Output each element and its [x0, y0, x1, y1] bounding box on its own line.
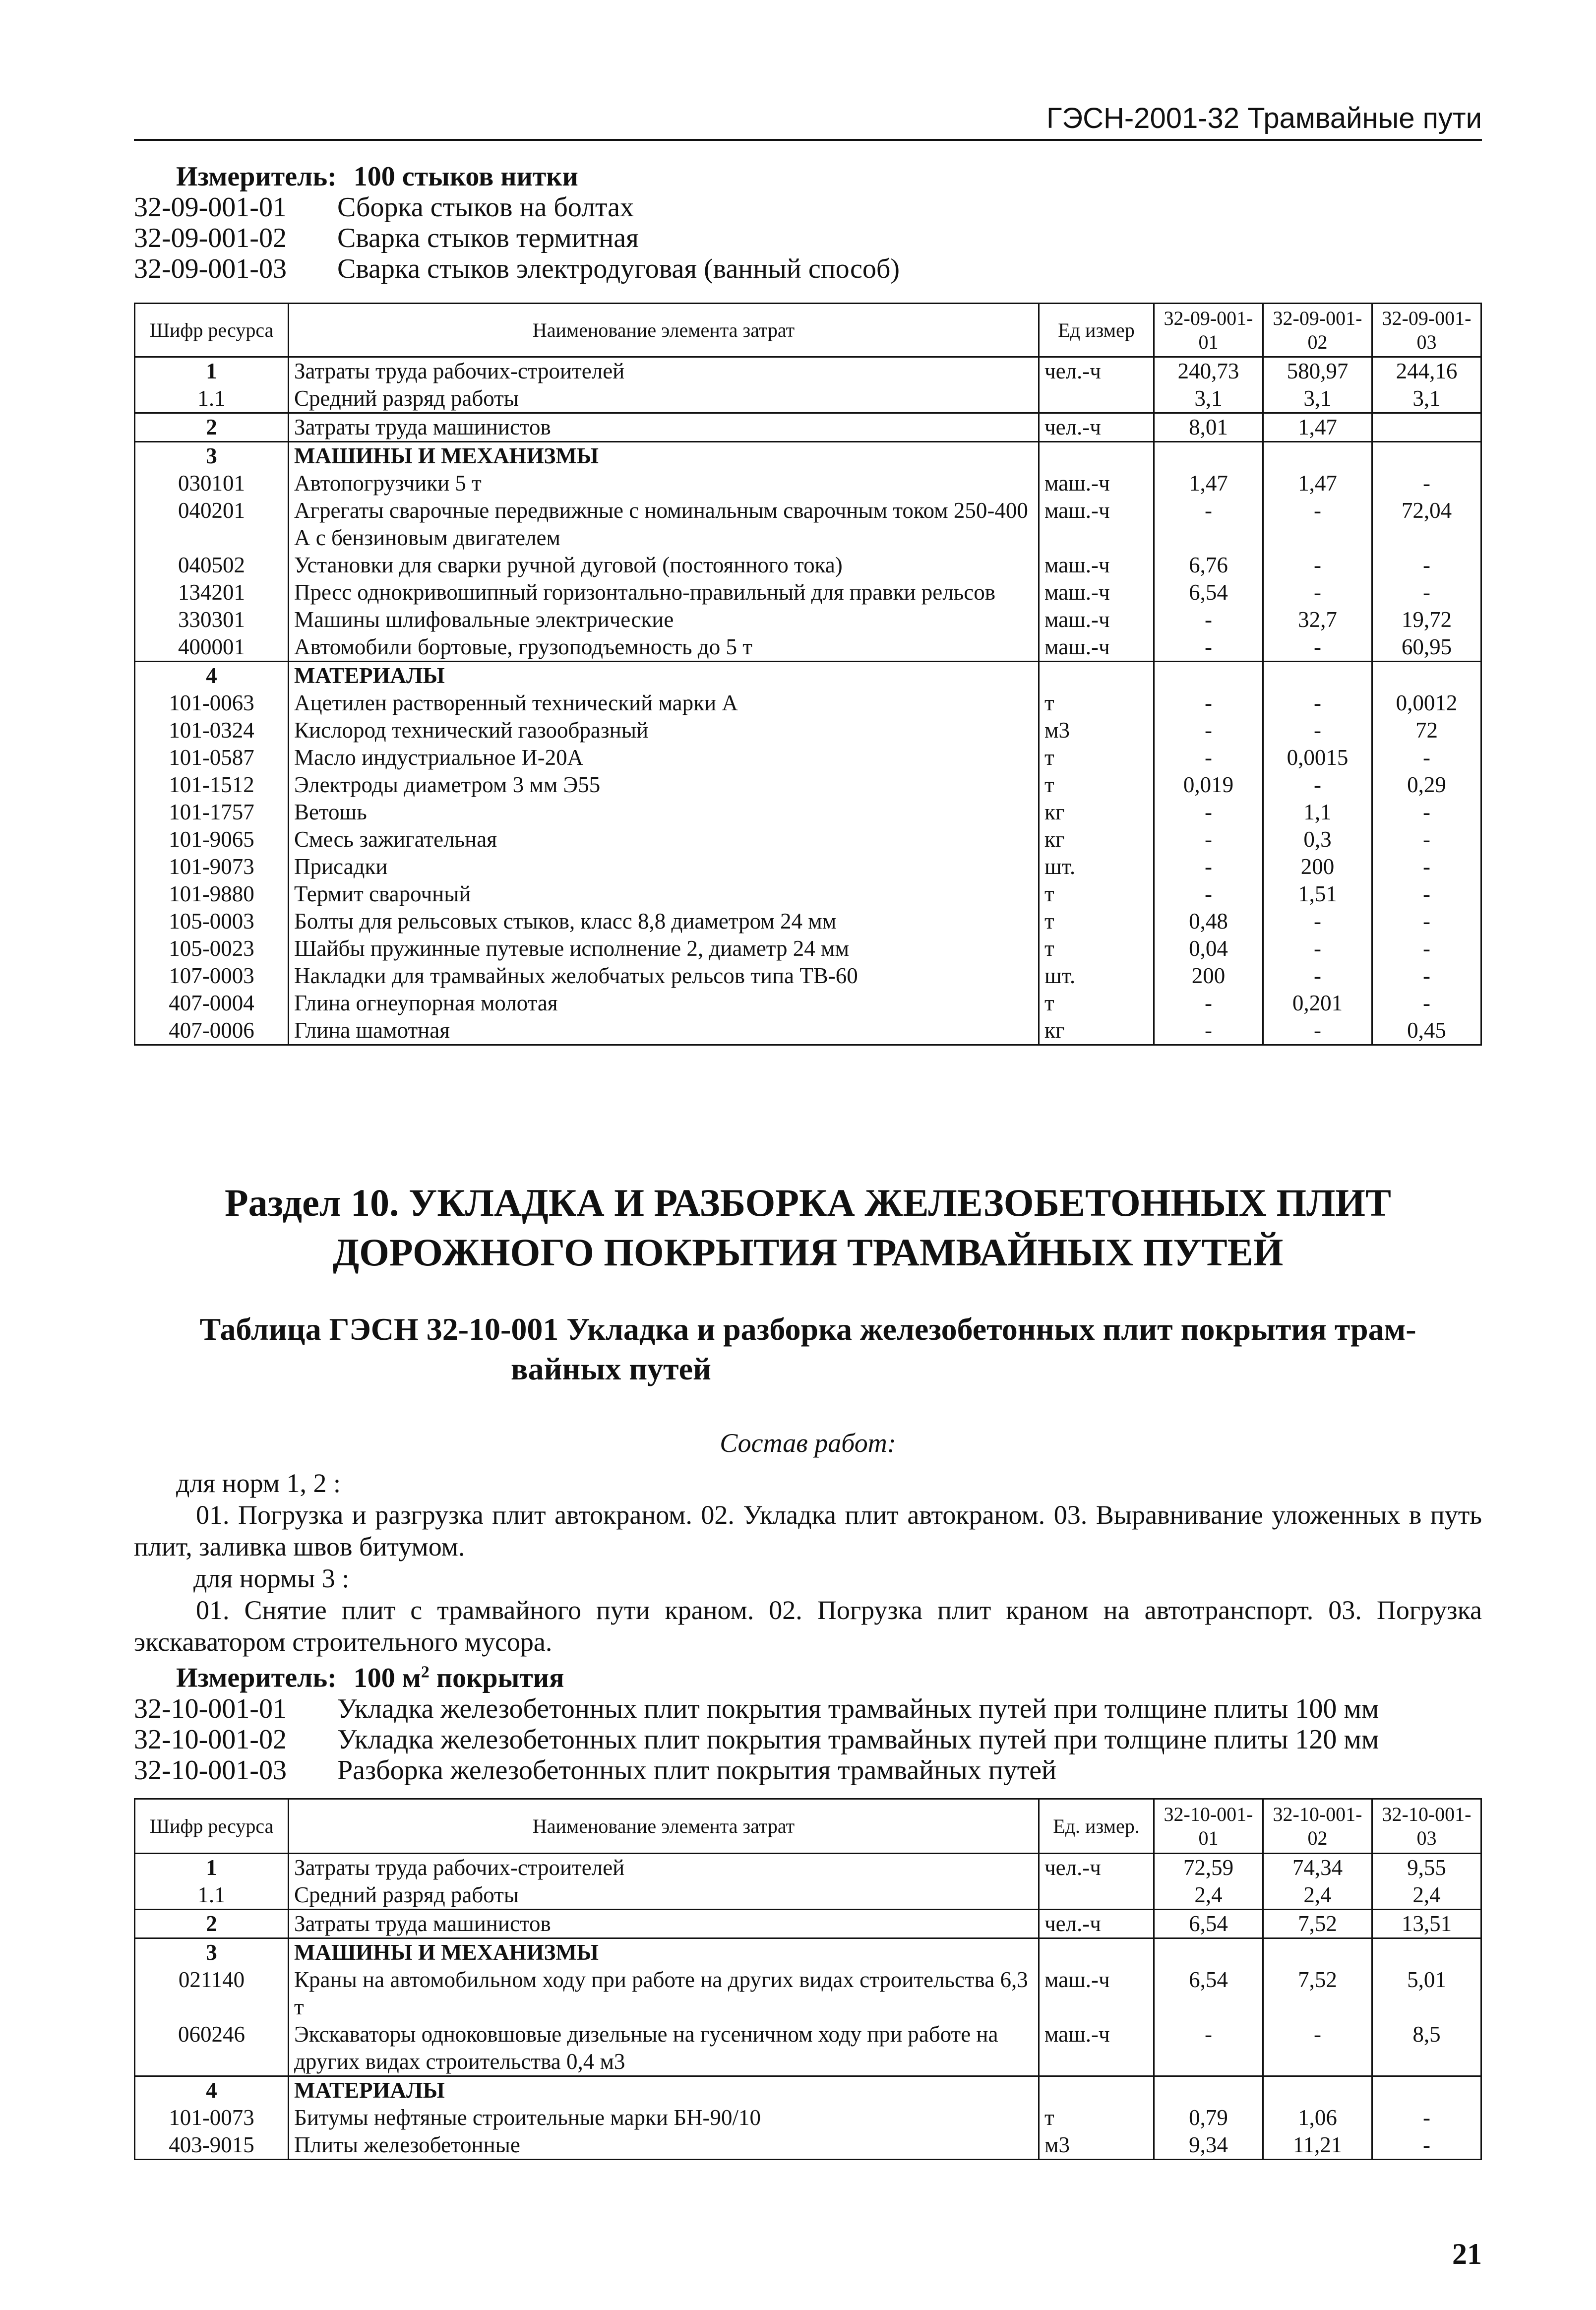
norm2-value: 0,201 — [1263, 990, 1372, 1017]
table-row — [135, 385, 1481, 413]
resource-unit: маш.-ч — [1039, 1966, 1154, 2021]
norm2-value: - — [1263, 633, 1372, 662]
norm1-value: - — [1154, 880, 1263, 908]
norm3-value: 19,72 — [1372, 606, 1481, 633]
col-unit-header: Ед. измер. — [1039, 1799, 1154, 1854]
norm3-value — [1372, 2076, 1481, 2105]
norm-item — [134, 1755, 1482, 1786]
table-row — [135, 662, 1481, 690]
table-row — [135, 990, 1481, 1017]
running-head: ГЭСН-2001-32 Трамвайные пути — [1046, 102, 1482, 134]
norm-code: 32-09-001-02 — [134, 223, 287, 253]
norm3-value: - — [1372, 799, 1481, 826]
measure-label: Измеритель: — [176, 161, 337, 192]
norm-item — [134, 253, 1482, 284]
norm1-value: 6,54 — [1154, 1910, 1263, 1938]
norm1-value: 200 — [1154, 962, 1263, 990]
norm-item — [134, 192, 1482, 223]
norm1-value: 8,01 — [1154, 413, 1263, 442]
resource-table-1 — [134, 303, 1482, 1046]
resource-unit: м3 — [1039, 2131, 1154, 2160]
norm3-value: 60,95 — [1372, 633, 1481, 662]
norm1-value: - — [1154, 1017, 1263, 1045]
resource-name: Затраты труда машинистов — [289, 1910, 1039, 1938]
norm3-value: 0,0012 — [1372, 689, 1481, 717]
resource-unit: шт. — [1039, 853, 1154, 880]
measure-value: 100 $м^2$ покрытия — [353, 1662, 564, 1693]
header-rule — [134, 139, 1482, 141]
resource-unit: чел.-ч — [1039, 1910, 1154, 1938]
resource-code: 101-0587 — [135, 744, 289, 771]
resource-unit: т — [1039, 771, 1154, 799]
norm2-value: 7,52 — [1263, 1910, 1372, 1938]
table-row — [135, 880, 1481, 908]
resource-name: Агрегаты сварочные передвижные с номинальным сварочным током 250-400 А с бензиновым двигателем — [289, 497, 1039, 552]
norm3-value: 3,1 — [1372, 385, 1481, 413]
table-row — [135, 744, 1481, 771]
norm2-value: 1,06 — [1263, 2104, 1372, 2131]
resource-code: 400001 — [135, 633, 289, 662]
table-row — [135, 826, 1481, 853]
section-title-line: ДОРОЖНОГО ПОКРЫТИЯ ТРАМВАЙНЫХ ПУТЕЙ — [332, 1231, 1284, 1274]
norm1-value: - — [1154, 990, 1263, 1017]
norm-code: 32-10-001-01 — [134, 1693, 287, 1724]
table-row — [135, 689, 1481, 717]
norm3-value: - — [1372, 962, 1481, 990]
col-code-header: Шифр ресурса — [135, 1799, 289, 1854]
work-composition-heading: Состав работ: — [720, 1428, 896, 1458]
table-row — [135, 717, 1481, 744]
resource-code: 4 — [135, 2076, 289, 2105]
norm-code: 32-10-001-03 — [134, 1754, 287, 1786]
norm3-value: 244,16 — [1372, 357, 1481, 385]
col-name-header: Наименование элемента затрат — [289, 1799, 1039, 1854]
resource-name: Шайбы пружинные путевые исполнение 2, диаметр 24 мм — [289, 935, 1039, 962]
table-row — [135, 853, 1481, 880]
norm2-value — [1263, 442, 1372, 470]
resource-unit — [1039, 385, 1154, 413]
norm-item — [134, 1724, 1482, 1755]
resource-name: Присадки — [289, 853, 1039, 880]
norm1-value: 6,54 — [1154, 1966, 1263, 2021]
table-row — [135, 1910, 1481, 1938]
resource-unit: т — [1039, 744, 1154, 771]
resource-name: Затраты труда рабочих-строителей — [289, 1854, 1039, 1882]
resource-name: Автопогрузчики 5 т — [289, 470, 1039, 497]
resource-unit: маш.-ч — [1039, 633, 1154, 662]
norm3-value: - — [1372, 908, 1481, 935]
resource-unit: маш.-ч — [1039, 2021, 1154, 2076]
resource-code: 105-0023 — [135, 935, 289, 962]
table-row — [135, 771, 1481, 799]
norm1-value: - — [1154, 799, 1263, 826]
table-row — [135, 908, 1481, 935]
col-norm2-header: 32-09-001-02 — [1263, 304, 1372, 357]
resource-unit: т — [1039, 908, 1154, 935]
norm1-value: 72,59 — [1154, 1854, 1263, 1882]
norm1-value: 9,34 — [1154, 2131, 1263, 2160]
norm2-value — [1263, 1938, 1372, 1967]
resource-unit: чел.-ч — [1039, 413, 1154, 442]
norm2-value: - — [1263, 717, 1372, 744]
norm-code: 32-09-001-03 — [134, 253, 287, 284]
resource-code: 107-0003 — [135, 962, 289, 990]
block2-intro — [134, 1657, 1482, 1786]
norm-3-label: для нормы 3 : — [193, 1563, 350, 1593]
norm-text: Сварка стыков термитная — [337, 223, 639, 253]
block2-measure — [134, 1657, 1482, 1693]
norm3-value: - — [1372, 470, 1481, 497]
norm-text: Сварка стыков электродуговая (ванный способ) — [337, 253, 900, 284]
norm-3-text: 01. Снятие плит с трамвайного пути краном. 02. Погрузка плит краном на автотранспорт. 03. Погрузка экскаватором строительного мусора. — [134, 1595, 1482, 1657]
resource-unit: кг — [1039, 826, 1154, 853]
resource-code: 040201 — [135, 497, 289, 552]
resource-unit: маш.-ч — [1039, 497, 1154, 552]
resource-code: 101-9073 — [135, 853, 289, 880]
norm1-value: 0,79 — [1154, 2104, 1263, 2131]
resource-name: Средний разряд работы — [289, 385, 1039, 413]
resource-code: 1.1 — [135, 385, 289, 413]
norm1-value: - — [1154, 853, 1263, 880]
resource-code: 407-0004 — [135, 990, 289, 1017]
resource-name: МАТЕРИАЛЫ — [289, 662, 1039, 690]
norm3-value: - — [1372, 2104, 1481, 2131]
norm3-value: 2,4 — [1372, 1881, 1481, 1910]
norm2-value: 1,1 — [1263, 799, 1372, 826]
resource-table-2 — [134, 1798, 1482, 2160]
resource-code: 021140 — [135, 1966, 289, 2021]
table-row — [135, 2131, 1481, 2160]
table-row — [135, 357, 1481, 385]
norm3-value — [1372, 662, 1481, 690]
resource-code: 1 — [135, 357, 289, 385]
resource-code: 2 — [135, 1910, 289, 1938]
table-row — [135, 633, 1481, 662]
table-row — [135, 2021, 1481, 2076]
norm3-value: 72 — [1372, 717, 1481, 744]
resource-unit — [1039, 662, 1154, 690]
resource-name: Электроды диаметром 3 мм Э55 — [289, 771, 1039, 799]
resource-unit: т — [1039, 2104, 1154, 2131]
norm2-value: - — [1263, 962, 1372, 990]
resource-name: Средний разряд работы — [289, 1881, 1039, 1910]
table-row — [135, 1938, 1481, 1967]
norm1-value: - — [1154, 826, 1263, 853]
resource-code: 040502 — [135, 552, 289, 579]
resource-code: 101-0324 — [135, 717, 289, 744]
norm-code: 32-09-001-01 — [134, 192, 287, 223]
resource-name: Болты для рельсовых стыков, класс 8,8 диаметром 24 мм — [289, 908, 1039, 935]
table-row — [135, 1966, 1481, 2021]
resource-code: 1.1 — [135, 1881, 289, 1910]
norm3-value: - — [1372, 579, 1481, 606]
resource-name: Машины шлифовальные электрические — [289, 606, 1039, 633]
norm1-value — [1154, 442, 1263, 470]
resource-unit: т — [1039, 990, 1154, 1017]
table-row — [135, 2076, 1481, 2105]
col-unit-header: Ед измер — [1039, 304, 1154, 357]
norm1-value: - — [1154, 633, 1263, 662]
resource-unit: маш.-ч — [1039, 552, 1154, 579]
norm1-value: 0,04 — [1154, 935, 1263, 962]
norm3-value: 9,55 — [1372, 1854, 1481, 1882]
norm2-value: 0,3 — [1263, 826, 1372, 853]
norm3-value: 5,01 — [1372, 1966, 1481, 2021]
block1-intro — [134, 161, 1482, 284]
resource-code: 407-0006 — [135, 1017, 289, 1045]
norm2-value: 7,52 — [1263, 1966, 1372, 2021]
resource-unit: чел.-ч — [1039, 1854, 1154, 1882]
resource-code: 060246 — [135, 2021, 289, 2076]
resource-code: 030101 — [135, 470, 289, 497]
measure-value: 100 стыков нитки — [353, 161, 578, 192]
resource-name: Экскаваторы одноковшовые дизельные на гусеничном ходу при работе на других видах строительства 0,4 м3 — [289, 2021, 1039, 2076]
section-title-line: Раздел 10. УКЛАДКА И РАЗБОРКА ЖЕЛЕЗОБЕТОННЫХ ПЛИТ — [225, 1181, 1391, 1224]
resource-unit — [1039, 2076, 1154, 2105]
norm1-value — [1154, 2076, 1263, 2105]
resource-unit — [1039, 1938, 1154, 1967]
resource-name: МАТЕРИАЛЫ — [289, 2076, 1039, 2105]
norm2-value — [1263, 662, 1372, 690]
norm1-value: - — [1154, 744, 1263, 771]
resource-name: МАШИНЫ И МЕХАНИЗМЫ — [289, 442, 1039, 470]
block1-measure — [134, 161, 1482, 192]
table-title — [134, 1310, 1482, 1389]
resource-name: Смесь зажигательная — [289, 826, 1039, 853]
norm1-value: - — [1154, 606, 1263, 633]
norm-item — [134, 1693, 1482, 1724]
resource-name: Глина огнеупорная молотая — [289, 990, 1039, 1017]
norm3-value: 13,51 — [1372, 1910, 1481, 1938]
resource-name: Затраты труда рабочих-строителей — [289, 357, 1039, 385]
norm2-value: - — [1263, 689, 1372, 717]
page-number: 21 — [1452, 2238, 1482, 2270]
resource-unit: чел.-ч — [1039, 357, 1154, 385]
norm1-value: 3,1 — [1154, 385, 1263, 413]
table-row — [135, 470, 1481, 497]
resource-name: Битумы нефтяные строительные марки БН-90/10 — [289, 2104, 1039, 2131]
resource-unit: маш.-ч — [1039, 579, 1154, 606]
norm3-value: - — [1372, 853, 1481, 880]
resource-code: 3 — [135, 442, 289, 470]
norm2-value: - — [1263, 935, 1372, 962]
resource-unit: маш.-ч — [1039, 606, 1154, 633]
resource-unit — [1039, 442, 1154, 470]
norm1-value: 6,54 — [1154, 579, 1263, 606]
resource-name: Пресс однокривошипный горизонтально-правильный для правки рельсов — [289, 579, 1039, 606]
table-row — [135, 442, 1481, 470]
resource-code: 1 — [135, 1854, 289, 1882]
col-norm1-header: 32-09-001-01 — [1154, 304, 1263, 357]
norm3-value — [1372, 1938, 1481, 1967]
norm1-value — [1154, 1938, 1263, 1967]
resource-unit: т — [1039, 880, 1154, 908]
norm2-value: - — [1263, 579, 1372, 606]
resource-code: 105-0003 — [135, 908, 289, 935]
norm1-value: 0,48 — [1154, 908, 1263, 935]
norm3-value: - — [1372, 826, 1481, 853]
norm1-value: 1,47 — [1154, 470, 1263, 497]
table-row — [135, 799, 1481, 826]
norm2-value: 200 — [1263, 853, 1372, 880]
norm2-value: 1,51 — [1263, 880, 1372, 908]
resource-code: 101-0063 — [135, 689, 289, 717]
table-row — [135, 935, 1481, 962]
resource-name: Масло индустриальное И-20А — [289, 744, 1039, 771]
table-title-line: Таблица ГЭСН 32-10-001 Укладка и разборка железобетонных плит покрытия трам- — [199, 1311, 1416, 1347]
col-norm2-header: 32-10-001-02 — [1263, 1799, 1372, 1854]
resource-name: Глина шамотная — [289, 1017, 1039, 1045]
measure-label: Измеритель: — [176, 1662, 337, 1693]
norm1-value: 6,76 — [1154, 552, 1263, 579]
table-row — [135, 962, 1481, 990]
col-code-header: Шифр ресурса — [135, 304, 289, 357]
norm3-value: - — [1372, 990, 1481, 1017]
resource-unit: кг — [1039, 799, 1154, 826]
resource-code: 2 — [135, 413, 289, 442]
norm3-value: - — [1372, 2131, 1481, 2160]
table-title-line: вайных путей — [511, 1351, 711, 1386]
norm3-value — [1372, 442, 1481, 470]
col-norm3-header: 32-10-001-03 — [1372, 1799, 1481, 1854]
resource-code: 4 — [135, 662, 289, 690]
norm1-value: - — [1154, 2021, 1263, 2076]
resource-unit — [1039, 1881, 1154, 1910]
norm-code: 32-10-001-02 — [134, 1724, 287, 1755]
norm2-value: - — [1263, 908, 1372, 935]
norm3-value: - — [1372, 880, 1481, 908]
table-row — [135, 413, 1481, 442]
norm1-value: - — [1154, 689, 1263, 717]
resource-code: 101-9880 — [135, 880, 289, 908]
resource-name: Установки для сварки ручной дуговой (постоянного тока) — [289, 552, 1039, 579]
col-name-header: Наименование элемента затрат — [289, 304, 1039, 357]
norm3-value: - — [1372, 935, 1481, 962]
norm3-value: - — [1372, 744, 1481, 771]
norm-text: Сборка стыков на болтах — [337, 192, 634, 223]
norm1-value — [1154, 662, 1263, 690]
norm2-value: - — [1263, 1017, 1372, 1045]
norm2-value: 74,34 — [1263, 1854, 1372, 1882]
norm2-value: 2,4 — [1263, 1881, 1372, 1910]
norm2-value — [1263, 2076, 1372, 2105]
norm3-value — [1372, 413, 1481, 442]
col-norm1-header: 32-10-001-01 — [1154, 1799, 1263, 1854]
resource-unit: м3 — [1039, 717, 1154, 744]
resource-code: 403-9015 — [135, 2131, 289, 2160]
norm1-value: - — [1154, 717, 1263, 744]
norm1-value: 2,4 — [1154, 1881, 1263, 1910]
resource-code: 101-1512 — [135, 771, 289, 799]
norms-12-text: 01. Погрузка и разгрузка плит автокраном. 02. Укладка плит автокраном. 03. Выравнивание уложенных в путь плит, заливка швов битумом. — [134, 1500, 1482, 1561]
resource-code: 134201 — [135, 579, 289, 606]
norm2-value: 3,1 — [1263, 385, 1372, 413]
norm1-value: 240,73 — [1154, 357, 1263, 385]
norm2-value: 32,7 — [1263, 606, 1372, 633]
table-row — [135, 1854, 1481, 1882]
resource-name: Затраты труда машинистов — [289, 413, 1039, 442]
table-row — [135, 552, 1481, 579]
resource-name: Термит сварочный — [289, 880, 1039, 908]
resource-name: Плиты железобетонные — [289, 2131, 1039, 2160]
norm2-value: - — [1263, 771, 1372, 799]
resource-unit: т — [1039, 689, 1154, 717]
norm-text: Укладка железобетонных плит покрытия трамвайных путей при толщине плиты 120 мм — [337, 1724, 1379, 1755]
norm2-value: 0,0015 — [1263, 744, 1372, 771]
norm2-value: 1,47 — [1263, 470, 1372, 497]
table-row — [135, 606, 1481, 633]
resource-unit: шт. — [1039, 962, 1154, 990]
norm3-value: 0,45 — [1372, 1017, 1481, 1045]
resource-unit: маш.-ч — [1039, 470, 1154, 497]
norms-12-label: для норм 1, 2 : — [176, 1468, 341, 1498]
resource-name: Накладки для трамвайных желобчатых рельсов типа ТВ-60 — [289, 962, 1039, 990]
resource-name: Краны на автомобильном ходу при работе на других видах строительства 6,3 т — [289, 1966, 1039, 2021]
norm2-value: 11,21 — [1263, 2131, 1372, 2160]
norm-text: Укладка железобетонных плит покрытия трамвайных путей при толщине плиты 100 мм — [337, 1693, 1379, 1724]
col-norm3-header: 32-09-001-03 — [1372, 304, 1481, 357]
section-title — [134, 1178, 1482, 1277]
norm-item — [134, 223, 1482, 253]
table-row — [135, 1881, 1481, 1910]
resource-code: 101-0073 — [135, 2104, 289, 2131]
norm3-value: - — [1372, 552, 1481, 579]
norm2-value: - — [1263, 2021, 1372, 2076]
resource-code: 101-1757 — [135, 799, 289, 826]
norm2-value: - — [1263, 552, 1372, 579]
table-row — [135, 579, 1481, 606]
norm3-value: 72,04 — [1372, 497, 1481, 552]
table-row — [135, 497, 1481, 552]
resource-code: 101-9065 — [135, 826, 289, 853]
resource-name: Ацетилен растворенный технический марки А — [289, 689, 1039, 717]
norm2-value: 1,47 — [1263, 413, 1372, 442]
resource-code: 3 — [135, 1938, 289, 1967]
norm-text: Разборка железобетонных плит покрытия трамвайных путей — [337, 1754, 1057, 1786]
resource-name: МАШИНЫ И МЕХАНИЗМЫ — [289, 1938, 1039, 1967]
norm3-value: 8,5 — [1372, 2021, 1481, 2076]
norm3-value: 0,29 — [1372, 771, 1481, 799]
resource-name: Ветошь — [289, 799, 1039, 826]
norm2-value: - — [1263, 497, 1372, 552]
norm1-value: 0,019 — [1154, 771, 1263, 799]
table-row — [135, 2104, 1481, 2131]
resource-code: 330301 — [135, 606, 289, 633]
resource-unit: т — [1039, 935, 1154, 962]
norm1-value: - — [1154, 497, 1263, 552]
resource-name: Автомобили бортовые, грузоподъемность до 5 т — [289, 633, 1039, 662]
resource-name: Кислород технический газообразный — [289, 717, 1039, 744]
table-row — [135, 1017, 1481, 1045]
norm2-value: 580,97 — [1263, 357, 1372, 385]
resource-unit: кг — [1039, 1017, 1154, 1045]
